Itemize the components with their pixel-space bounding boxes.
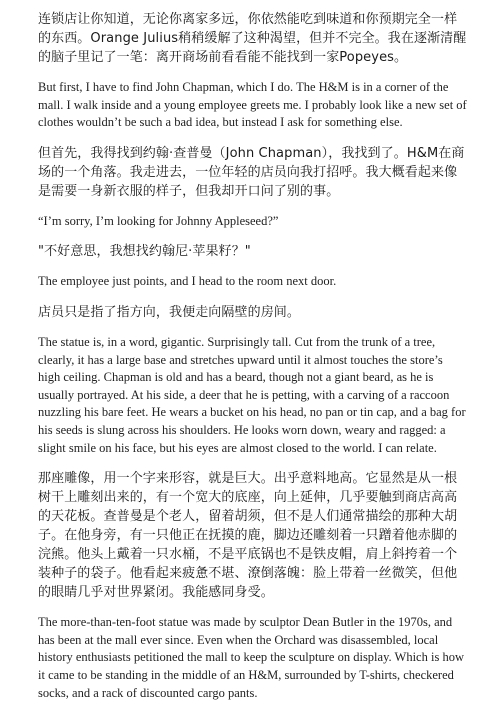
paragraph-zh-1: 连锁店让你知道，无论你离家多远，你依然能吃到味道和你预期完全一样的东西。Orange Julius稍稍缓解了这种渴望，但并不完全。我在逐渐清醒的脑子里记了一笔：离开商场前看看能不能找到一家Popeyes。 xyxy=(38,12,467,65)
document-page xyxy=(38,10,468,714)
paragraph-en-5: The more-than-ten-foot statue was made by sculptor Dean Butler in the 1970s, and has been at the mall ever since. Even when the Orchard was disassembled, local history enthusiasts petitioned the mall to keep the sculpture on display. Which is how it came to be standing in the middle of an H&M, surrounded by T-shirts, checkered socks, and a rack of discounted cargo pants. xyxy=(38,615,464,700)
paragraph-en-3: The employee just points, and I head to the room next door. xyxy=(38,274,337,289)
paragraph-zh-2: 但首先，我得找到约翰·查普曼（John Chapman），我找到了。H&M在商场的一个角落。我走进去，一位年轻的店员向我打招呼。我大概看起来像是需要一身新衣服的样子，但我却开口问了别的事。 xyxy=(38,145,465,199)
paragraph-zh-4: 店员只是指了指方向，我便走向隔壁的房间。 xyxy=(38,304,301,320)
paragraph-zh-5: 那座雕像，用一个字来形容，就是巨大。出乎意料地高。它显然是从一根树干上雕刻出来的，有一个宽大的底座，向上延伸，几乎要触到商店高高的天花板。查普曼是个老人，留着胡须，但不是人们通常描绘的那种大胡子。在他身旁，有一只他正在抚摸的鹿，脚边还雕刻着一只蹭着他赤脚的浣熊。他头上戴着一只水桶，不是平底锅也不是铁皮帽，肩上斜挎着一个装种子的袋子。他看起来疲惫不堪、潦倒落魄：脸上带着一丝微笑，但他的眼睛几乎对世界紧闭。我能感同身受。 xyxy=(38,471,458,601)
paragraph-en-1: But first, I have to find John Chapman, which I do. The H&M is in a corner of the mall. I walk inside and a young employee greets me. I probably look like a new set of clothes wouldn’t be such a bad idea, but instead I ask for something else. xyxy=(38,80,467,130)
paragraph-zh-3: "不好意思，我想找约翰尼·苹果籽？" xyxy=(38,244,251,260)
paragraph-en-2: “I’m sorry, I’m looking for Johnny Appleseed?” xyxy=(38,213,279,228)
paragraph-en-4: The statue is, in a word, gigantic. Surprisingly tall. Cut from the trunk of a tree, clearly, it has a large base and stretches upward until it almost touches the store’s high ceiling. Chapman is old and has a beard, though not a giant beard, as he is usually portrayed. At his side, a deer that he is petting, with a carving of a raccoon nuzzling his bare feet. He wears a bucket on his head, no pan or tin cap, and a bag for his seeds is slung across his shoulders. He looks worn down, weary and ragged: a slight smile on his face, but his eyes are almost closed to the world. I can relate. xyxy=(38,334,466,455)
